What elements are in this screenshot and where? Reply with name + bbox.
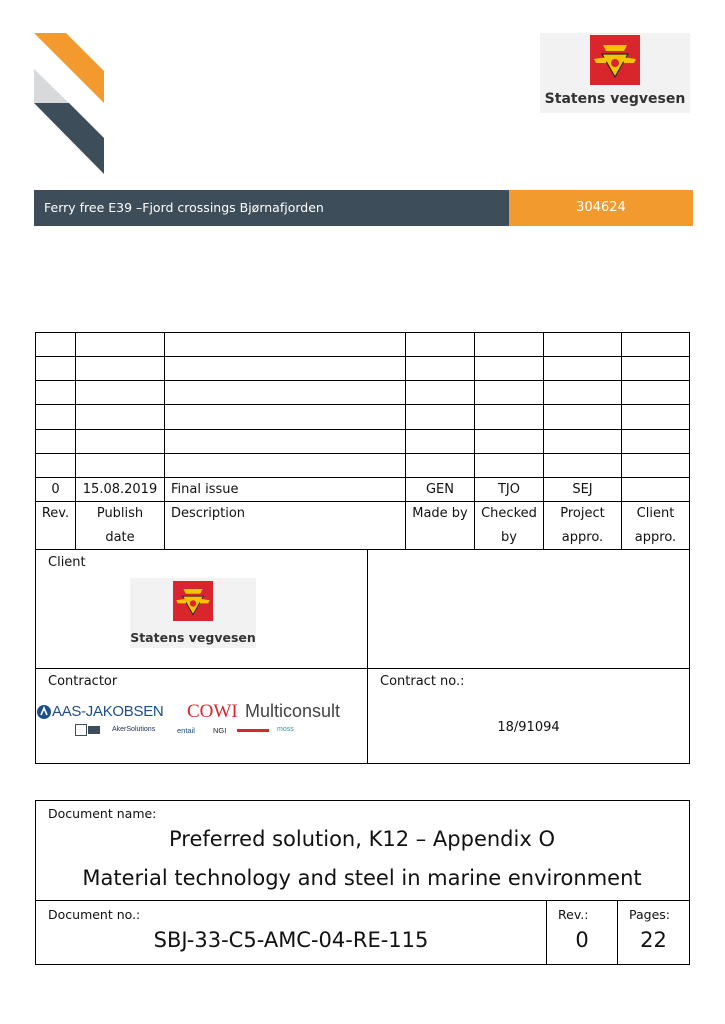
contractor-logos (37, 703, 351, 739)
contract-number: 18/91094 (497, 720, 560, 735)
rev-header: Rev. (41, 506, 70, 521)
client-header-2: appro. (634, 530, 677, 545)
contract-number-label: Contract no.: (380, 674, 465, 689)
date-header-1: Publish (96, 506, 144, 521)
date-cell: 15.08.2019 (82, 482, 158, 497)
project-header-2: appro. (561, 530, 604, 545)
rev-cell: 0 (51, 482, 60, 497)
rev-label: Rev.: (558, 907, 589, 922)
small-logo-box-1 (75, 724, 87, 736)
description-header: Description (171, 506, 246, 521)
pages-label: Pages: (629, 907, 670, 922)
ngi-logo: NGI (213, 726, 227, 735)
statens-vegvesen-emblem-icon (590, 35, 640, 85)
client-logo (130, 578, 256, 648)
header-logo-text: Statens vegvesen (544, 91, 686, 107)
document-rev: 0 (575, 928, 589, 952)
document-name-label: Document name: (48, 806, 157, 821)
multiconsult-logo: Multiconsult (245, 701, 341, 721)
cowi-logo: COWI (187, 701, 238, 722)
red-mini-logo (237, 729, 269, 732)
project-title-band: Ferry free E39 –Fjord crossings Bjørnafjorden (34, 190, 509, 226)
description-cell: Final issue (171, 482, 239, 497)
project-appro-cell: SEJ (572, 482, 593, 497)
aas-jakobsen-logo: AAS-JAKOBSEN (52, 703, 164, 720)
decorative-chevron-graphic (34, 33, 106, 174)
document-name-line-1: Preferred solution, K12 – Appendix O (169, 827, 555, 851)
aker-solutions-logo: AkerSolutions (112, 726, 156, 733)
moss-logo: moss (277, 726, 294, 733)
client-logo-text: Statens vegvesen (130, 630, 256, 645)
header-logo (540, 33, 690, 113)
made-by-header: Made by (412, 506, 468, 521)
document-number: SBJ-33-C5-AMC-04-RE-115 (153, 928, 429, 952)
document-number-label: Document no.: (48, 907, 141, 922)
client-label: Client (48, 555, 86, 570)
entail-logo: entail (177, 726, 195, 735)
checked-by-cell: TJO (497, 482, 520, 497)
project-number-band: 304624 (509, 190, 693, 226)
checked-header-2: by (501, 530, 517, 545)
project-header-1: Project (560, 506, 605, 521)
small-logo-box-2 (88, 726, 100, 734)
made-by-cell: GEN (425, 482, 454, 497)
statens-vegvesen-emblem-icon (173, 581, 213, 621)
aas-jakobsen-logo-icon (37, 705, 51, 719)
document-pages: 22 (640, 928, 667, 952)
document-name-line-2: Material technology and steel in marine environment (82, 866, 642, 890)
client-header-1: Client (636, 506, 675, 521)
checked-header-1: Checked (481, 506, 537, 521)
date-header-2: date (105, 530, 135, 545)
contractor-label: Contractor (48, 674, 118, 689)
